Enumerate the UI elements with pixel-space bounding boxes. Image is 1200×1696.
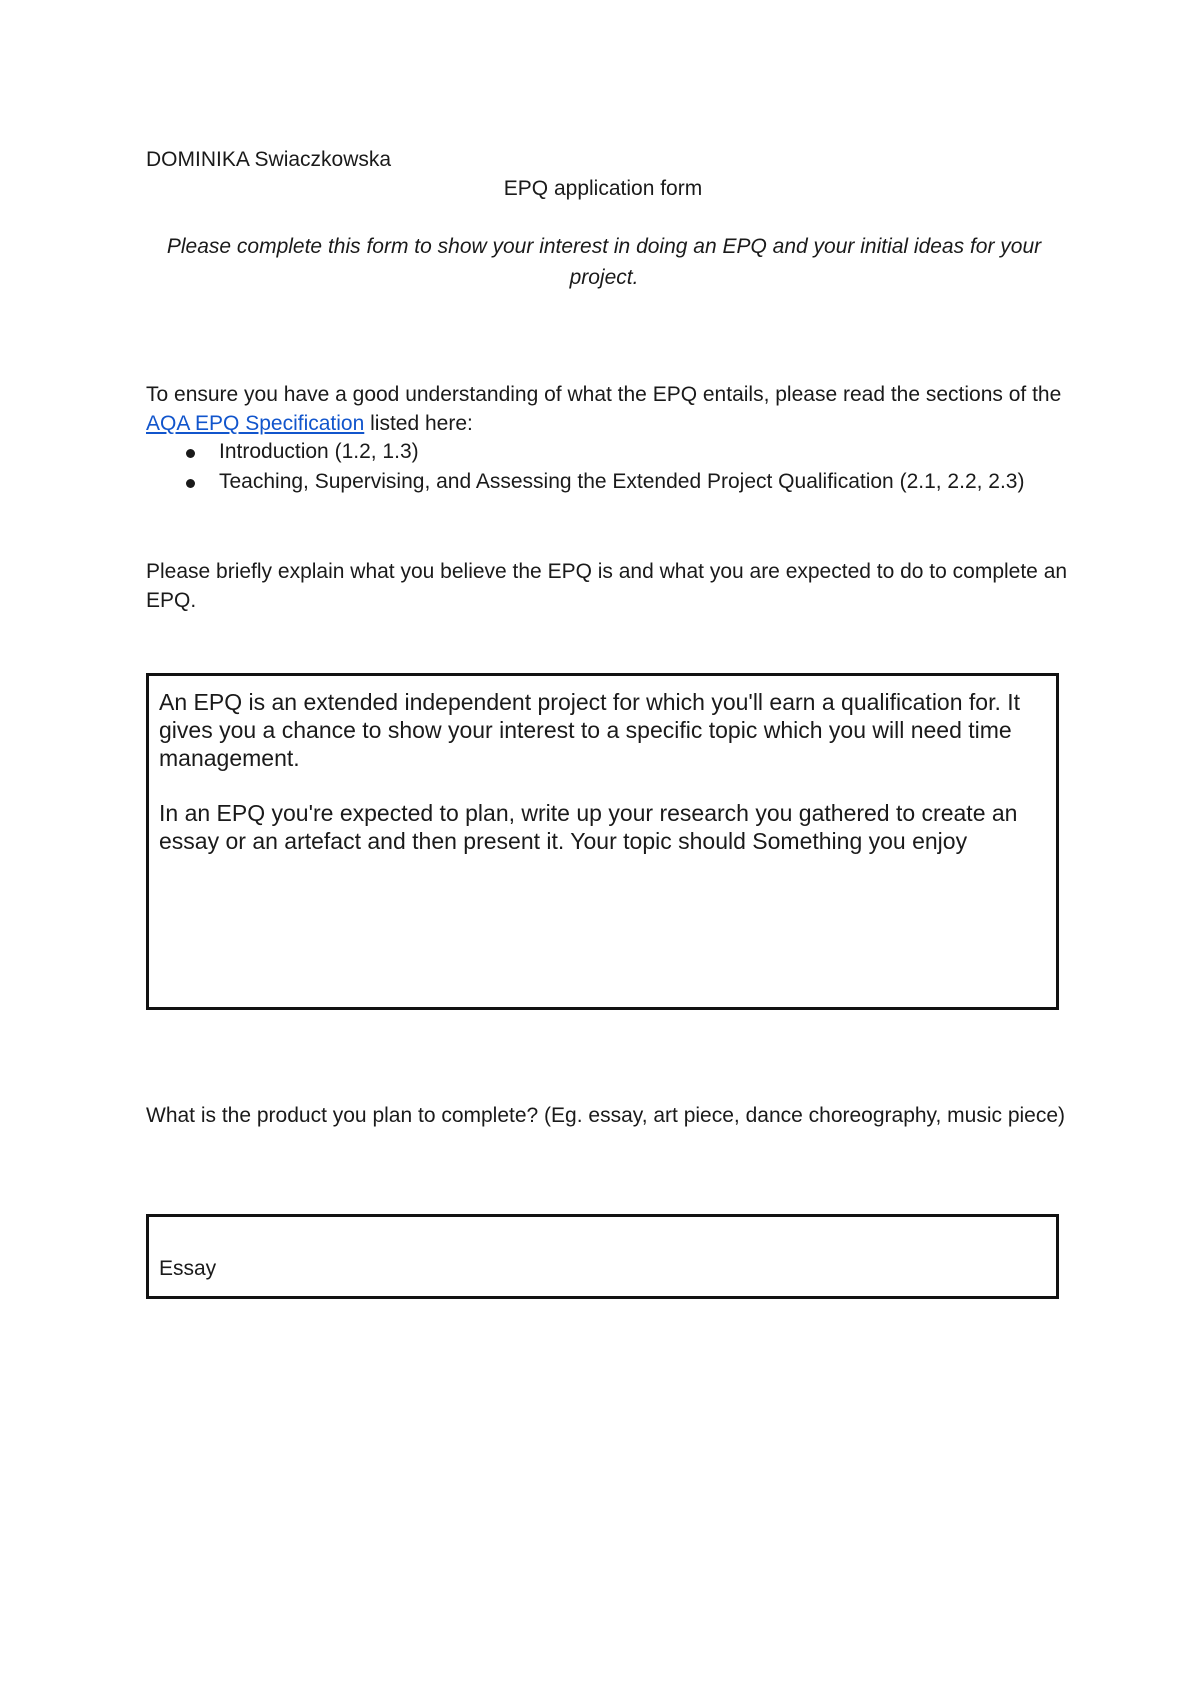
student-name: DOMINIKA Swiaczkowska (146, 148, 392, 171)
question-1: Please briefly explain what you believe the EPQ is and what you are expected to do to complete an EPQ. (146, 560, 1068, 612)
list-item-text: Introduction (1.2, 1.3) (219, 440, 419, 463)
aqa-spec-link[interactable]: AQA EPQ Specification (146, 412, 365, 435)
list-item-text: Teaching, Supervising, and Assessing the Extended Project Qualification (2.1, 2.2, 2.3) (219, 470, 1025, 493)
intro-instructions: Please complete this form to show your interest in doing an EPQ and your initial ideas for your project. (166, 235, 1042, 289)
spec-sections-list (146, 437, 1046, 497)
form-title: EPQ application form (503, 177, 703, 200)
answer-box-2[interactable] (146, 1214, 1059, 1299)
list-item (146, 467, 1046, 497)
answer-2-text: Essay (159, 1257, 217, 1280)
answer-box-1[interactable] (146, 673, 1059, 1010)
answer-1-text (149, 676, 1056, 855)
bullet-icon (186, 449, 195, 458)
spec-paragraph (146, 380, 1076, 438)
answer-1-paragraph: An EPQ is an extended independent project for which you'll earn a qualification for. It gives you a chance to show your interest to a specific topic which you will need time management. (159, 689, 1021, 771)
answer-1-paragraph: In an EPQ you're expected to plan, write up your research you gathered to create an essay or an artefact and then present it. Your topic should Something you enjoy (159, 800, 1018, 854)
bullet-icon (186, 479, 195, 488)
question-2: What is the product you plan to complete? (Eg. essay, art piece, dance choreography, music piece) (146, 1104, 1066, 1127)
spec-text-before-link: To ensure you have a good understanding of what the EPQ entails, please read the sections of the (146, 383, 1062, 406)
spec-text-after-link: listed here: (364, 412, 473, 435)
list-item (146, 437, 1046, 467)
